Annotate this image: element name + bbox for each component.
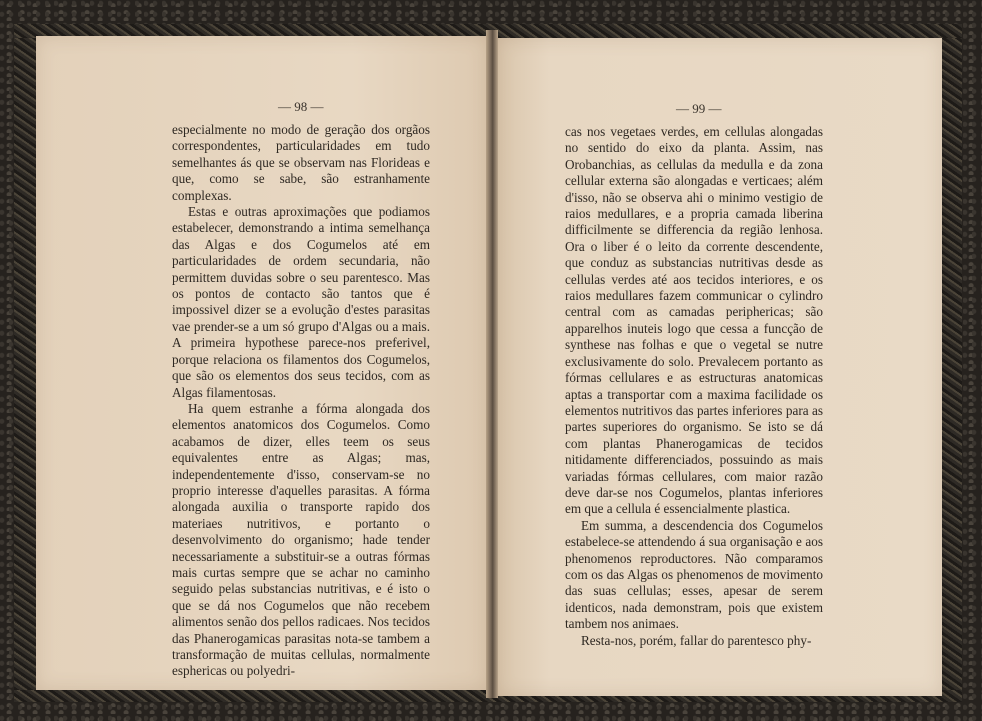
book-cover-left-edge xyxy=(14,28,38,696)
right-page-number: — 99 — xyxy=(676,101,722,116)
left-paragraph-1: especialmente no modo de geração dos orgãos correspondentes, particularidades em tudo semelhantes ás que se observam nas Florideas e que, como se sabe, são estranhamente complexas. xyxy=(172,122,430,203)
right-paragraph-2: Em summa, a descendencia dos Cogumelos estabelece-se attendendo á sua organisação e aos phenomenos reproductores. Não comparamos com os das Algas os phenomenos de movimento das suas cellulas; esses, apesar de serem identicos, nada demonstram, pois que existem tambem nos animaes. xyxy=(565,517,823,632)
right-paragraph-1: cas nos vegetaes verdes, em cellulas alongadas no sentido do eixo da planta. Assim, nas Orobanchias, as cellulas da medulla e da zona cellular externa são alongadas e verticaes; além d'isso, não se observa ahi o minimo vestigio de raios medullares, e a propria camada liberina difficilmente se differencia da região lenhosa. Ora o liber é o leito da corrente descendente, que conduz as substancias nutritivas desde as cellulas verdes até aos tecidos interiores, e os raios medullares fazem communicar o cylindro central com as camadas periphericas; são apparelhos inuteis logo que cessa a funcção de synthese nas folhas e que o vegetal se nutre exclusivamente do solo. Prevalecem portanto as fórmas cellulares e as estructuras anatomicas aptas a transportar com a maxima facilidade os elementos nutritivos das partes inferiores para as partes superiores do organismo. Se isto se dá com plantas Phanerogamicas de tecidos nitidamente differenciados, possuindo as mais variadas fórmas cellulares, com maior razão deve dar-se nos Cogumelos, plantas inferiores em que a cellula é essencialmente plastica. xyxy=(565,124,823,517)
book-gutter xyxy=(486,30,498,698)
left-paragraph-3: Ha quem estranhe a fórma alongada dos elementos anatomicos dos Cogumelos. Como acabamos de dizer, elles teem os seus equivalentes entre as Algas; mas, independentemente d'isso, conservam-se no proprio interesse d'aquelles parasitas. A fórma alongada auxilia o transporte rapido dos materiaes nutritivos, e portanto o desenvolvimento do organismo; hade tender necessariamente a substituir-se a outras fórmas mais curtas sempre que se achar no caminho seguido pelas substancias nutritivas, e é isto o que se dá nos Cogumelos que não recebem alimentos senão dos pellos radicaes. Nos tecidos das Phanerogamicas parasitas nota-se tambem a transformação de muitas cellulas, normalmente esphericas ou polyedri- xyxy=(172,400,430,679)
left-page-number: — 98 — xyxy=(278,99,324,114)
right-paragraph-3: Resta-nos, porém, fallar do parentesco phy- xyxy=(581,632,812,648)
right-page-text xyxy=(565,124,823,649)
left-page-text xyxy=(172,122,430,680)
book-cover-right-edge xyxy=(940,30,962,698)
left-paragraph-2: Estas e outras aproximações que podiamos estabelecer, demonstrando a intima semelhança das Algas e dos Cogumelos até em particularidades de ordem secundaria, não permittem duvidas sobre o seu parentesco. Mas os pontos de contacto são tantos que é impossivel dizer se a evolução d'estes parasitas vae prender-se a um só grupo d'Algas ou a mais. A primeira hypothese parece-nos preferivel, porque relaciona os filamentos dos Cogumelos, que são os elementos dos seus tecidos, com as Algas filamentosas. xyxy=(172,204,430,400)
